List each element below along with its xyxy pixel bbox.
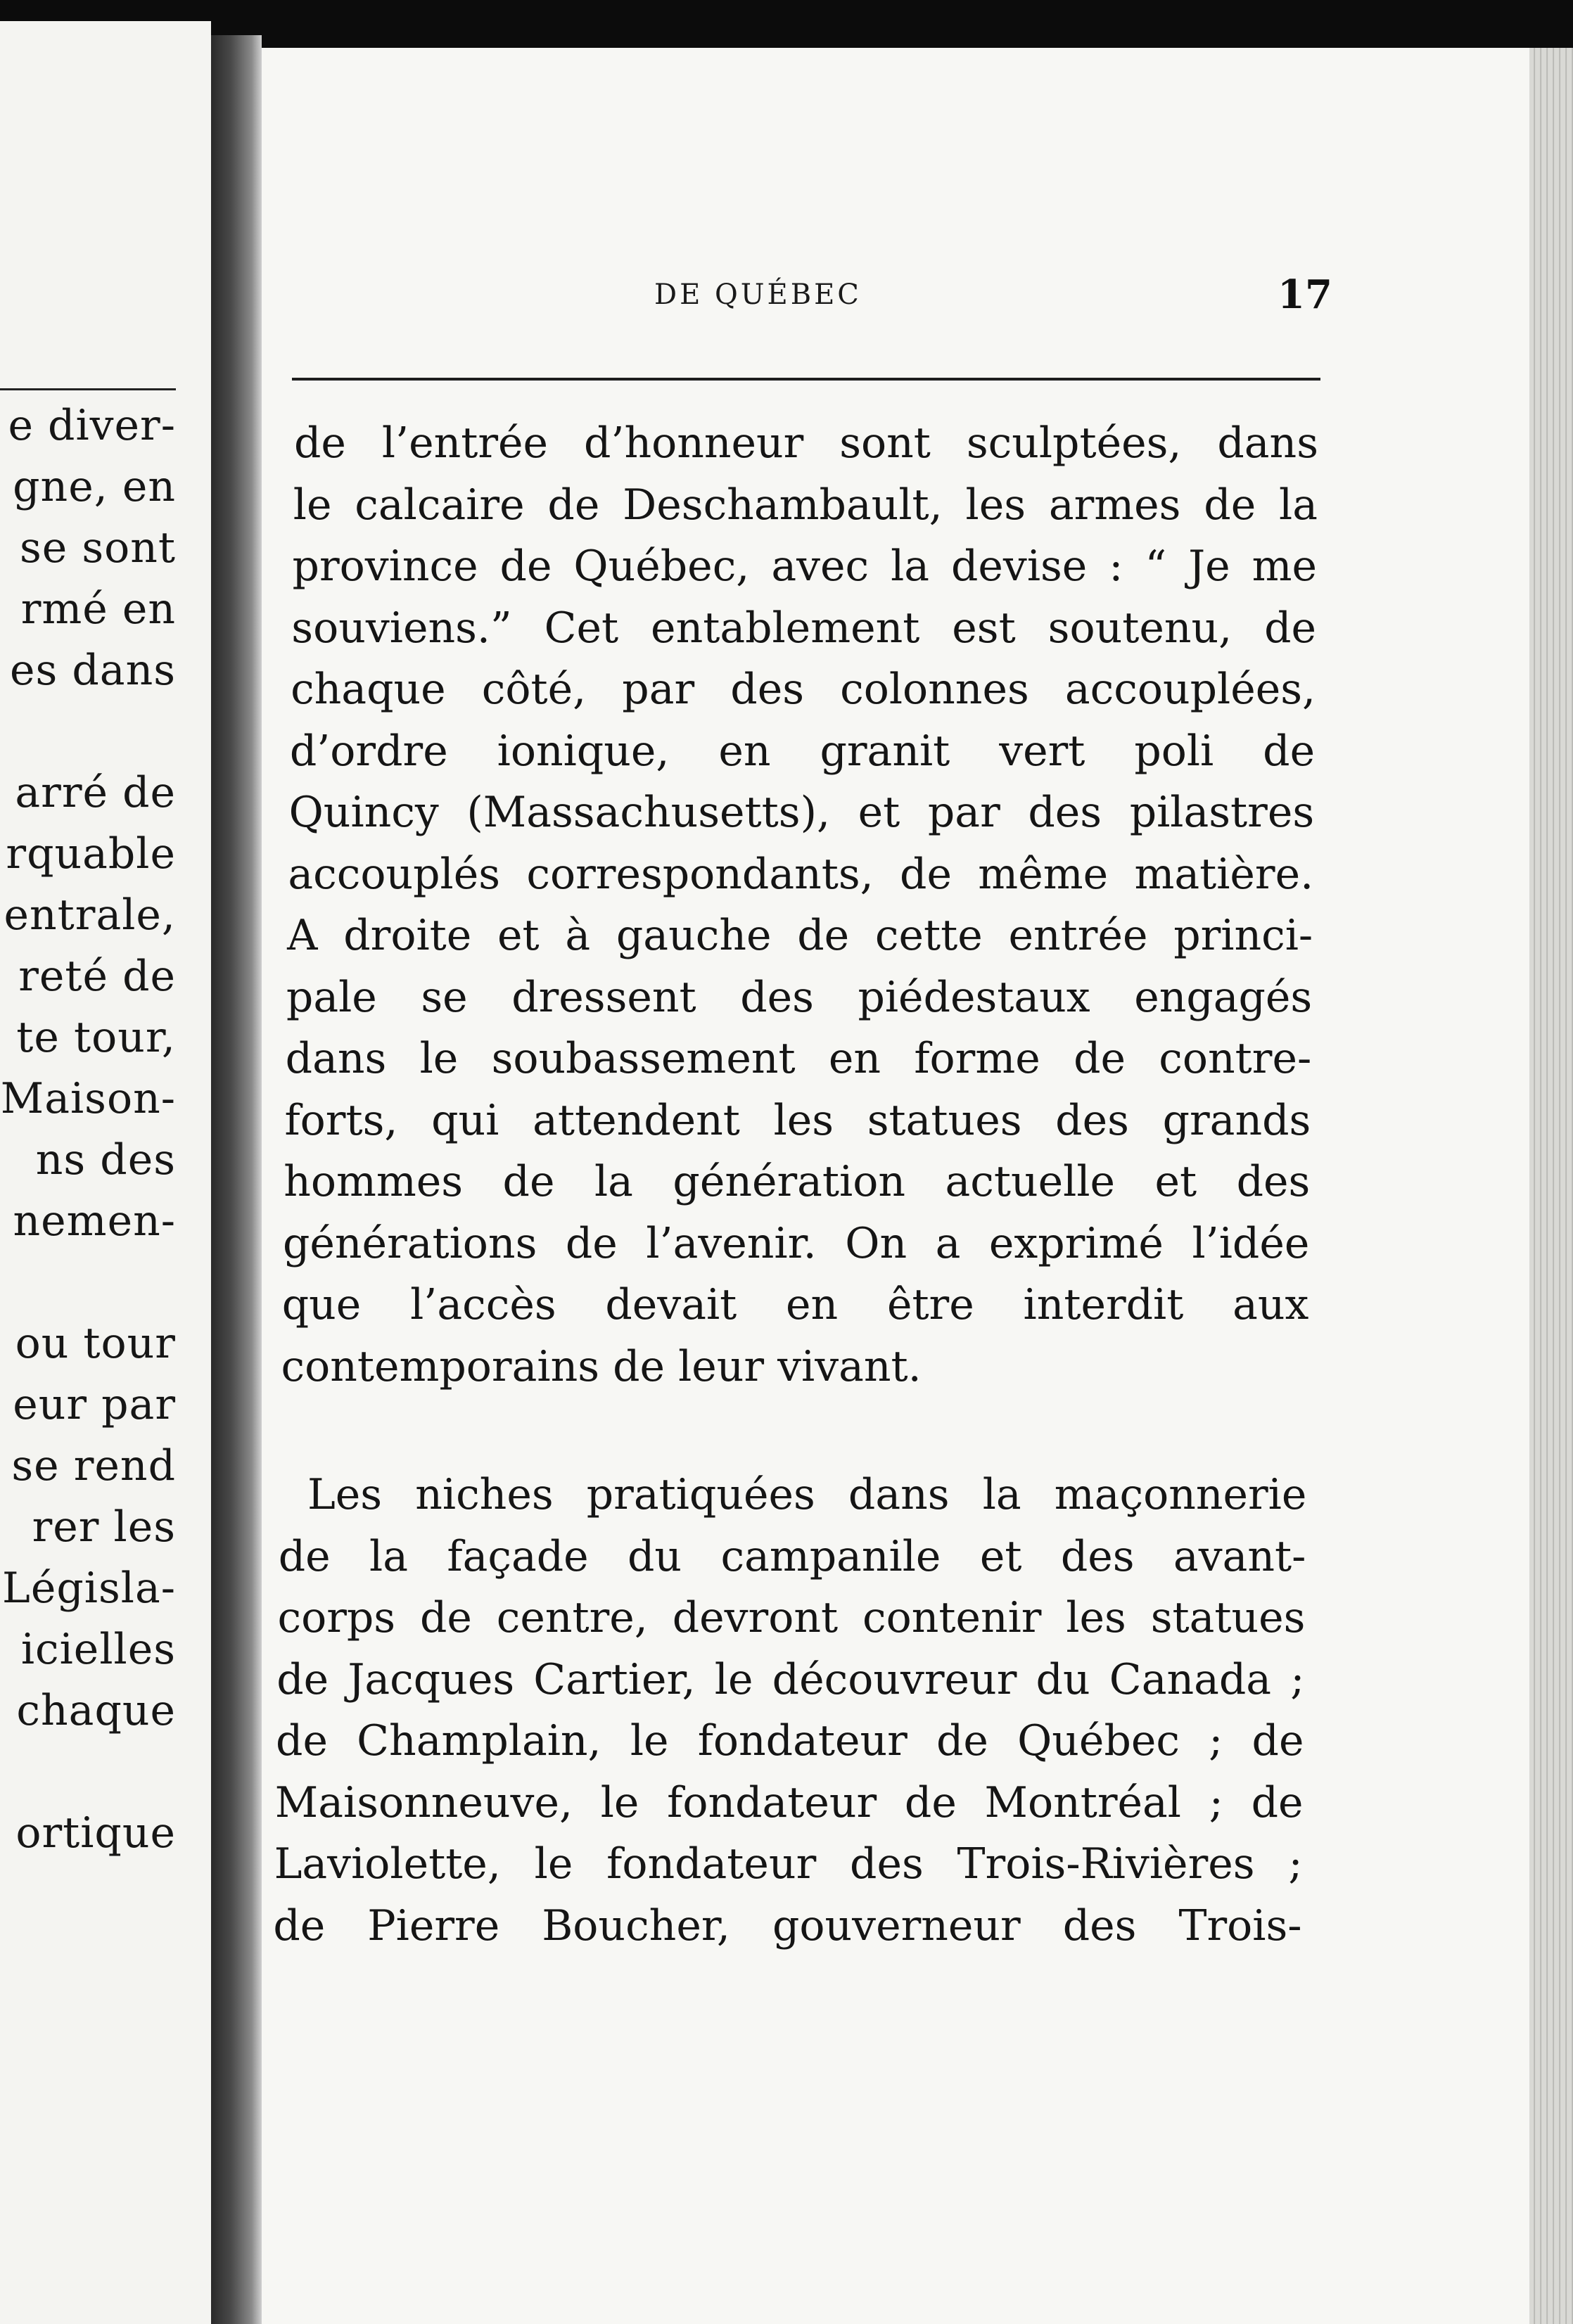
left-page-line: gne, en [13,462,176,511]
text-line: contemporains de leur vivant. [281,1341,922,1391]
text-line: de la façade du campanile et des avant- [278,1531,1306,1581]
text-line: de Jacques Cartier, le découvreur du Canada ; [276,1654,1305,1704]
left-page-line: chaque [16,1686,176,1735]
text-line: générations de l’avenir. On a exprimé l’idée [282,1218,1310,1268]
text-line: de l’entrée d’honneur sont sculptées, dans [294,419,1318,468]
text-line: Maisonneuve, le fondateur de Montréal ; de [274,1777,1304,1827]
text-line: forts, qui attendent les statues des grands [284,1095,1311,1145]
left-page-line: reté de [18,952,176,1001]
text-line: que l’accès devait en être interdit aux [281,1280,1309,1329]
text-line: pale se dressent des piédestaux engagés [286,972,1313,1022]
text-line: chaque côté, par des colonnes accouplées, [291,665,1316,714]
running-head: DE QUÉBEC [654,279,862,311]
left-page-line: Maison- [0,1074,176,1123]
text-line: de Champlain, le fondateur de Québec ; de [276,1716,1304,1766]
left-page-line: se rend [11,1441,176,1490]
left-page-line: ou tour [15,1319,176,1368]
text-line: le calcaire de Deschambault, les armes de la [293,480,1318,530]
text-line: accouplés correspondants, de même matière. [288,849,1314,899]
text-line: Laviolette, le fondateur des Trois-Rivières ; [274,1839,1303,1889]
text-line: souviens.” Cet entablement est soutenu, de [291,603,1317,653]
left-page-line: se sont [19,523,176,573]
text-line: d’ordre ionique, en granit vert poli de [289,726,1316,776]
text-line: dans le soubassement en forme de contre- [285,1034,1312,1083]
left-page-line: rmé en [20,585,176,634]
left-page-line: entrale, [4,890,176,940]
left-page-line: e diver- [8,401,176,450]
left-page-line: te tour, [16,1013,176,1062]
text-line: de Pierre Boucher, gouverneur des Trois- [273,1901,1302,1950]
left-page-line: rer les [32,1502,176,1552]
page-number: 17 [1278,272,1332,318]
left-page-line: es dans [10,646,176,695]
text-line: Quincy (Massachusetts), et par des pilastres [288,788,1315,837]
text-line: hommes de la génération actuelle et des [284,1157,1311,1206]
left-page-line: eur par [13,1380,176,1429]
left-page-line: ortique [15,1808,176,1858]
left-page-line: arré de [15,768,176,817]
left-page-line: icielles [20,1625,176,1674]
left-page-line: Législa- [2,1564,176,1613]
text-line: Les niches pratiquées dans la maçonnerie [307,1470,1307,1519]
left-page-line: nemen- [13,1196,176,1246]
text-line: province de Québec, avec la devise : “ Je me [292,542,1318,591]
text-line: corps de centre, devront contenir les statues [277,1593,1306,1642]
left-page-line: rquable [6,829,176,879]
text-line: A droite et à gauche de cette entrée princi- [287,911,1313,960]
left-page-line: ns des [35,1135,176,1185]
